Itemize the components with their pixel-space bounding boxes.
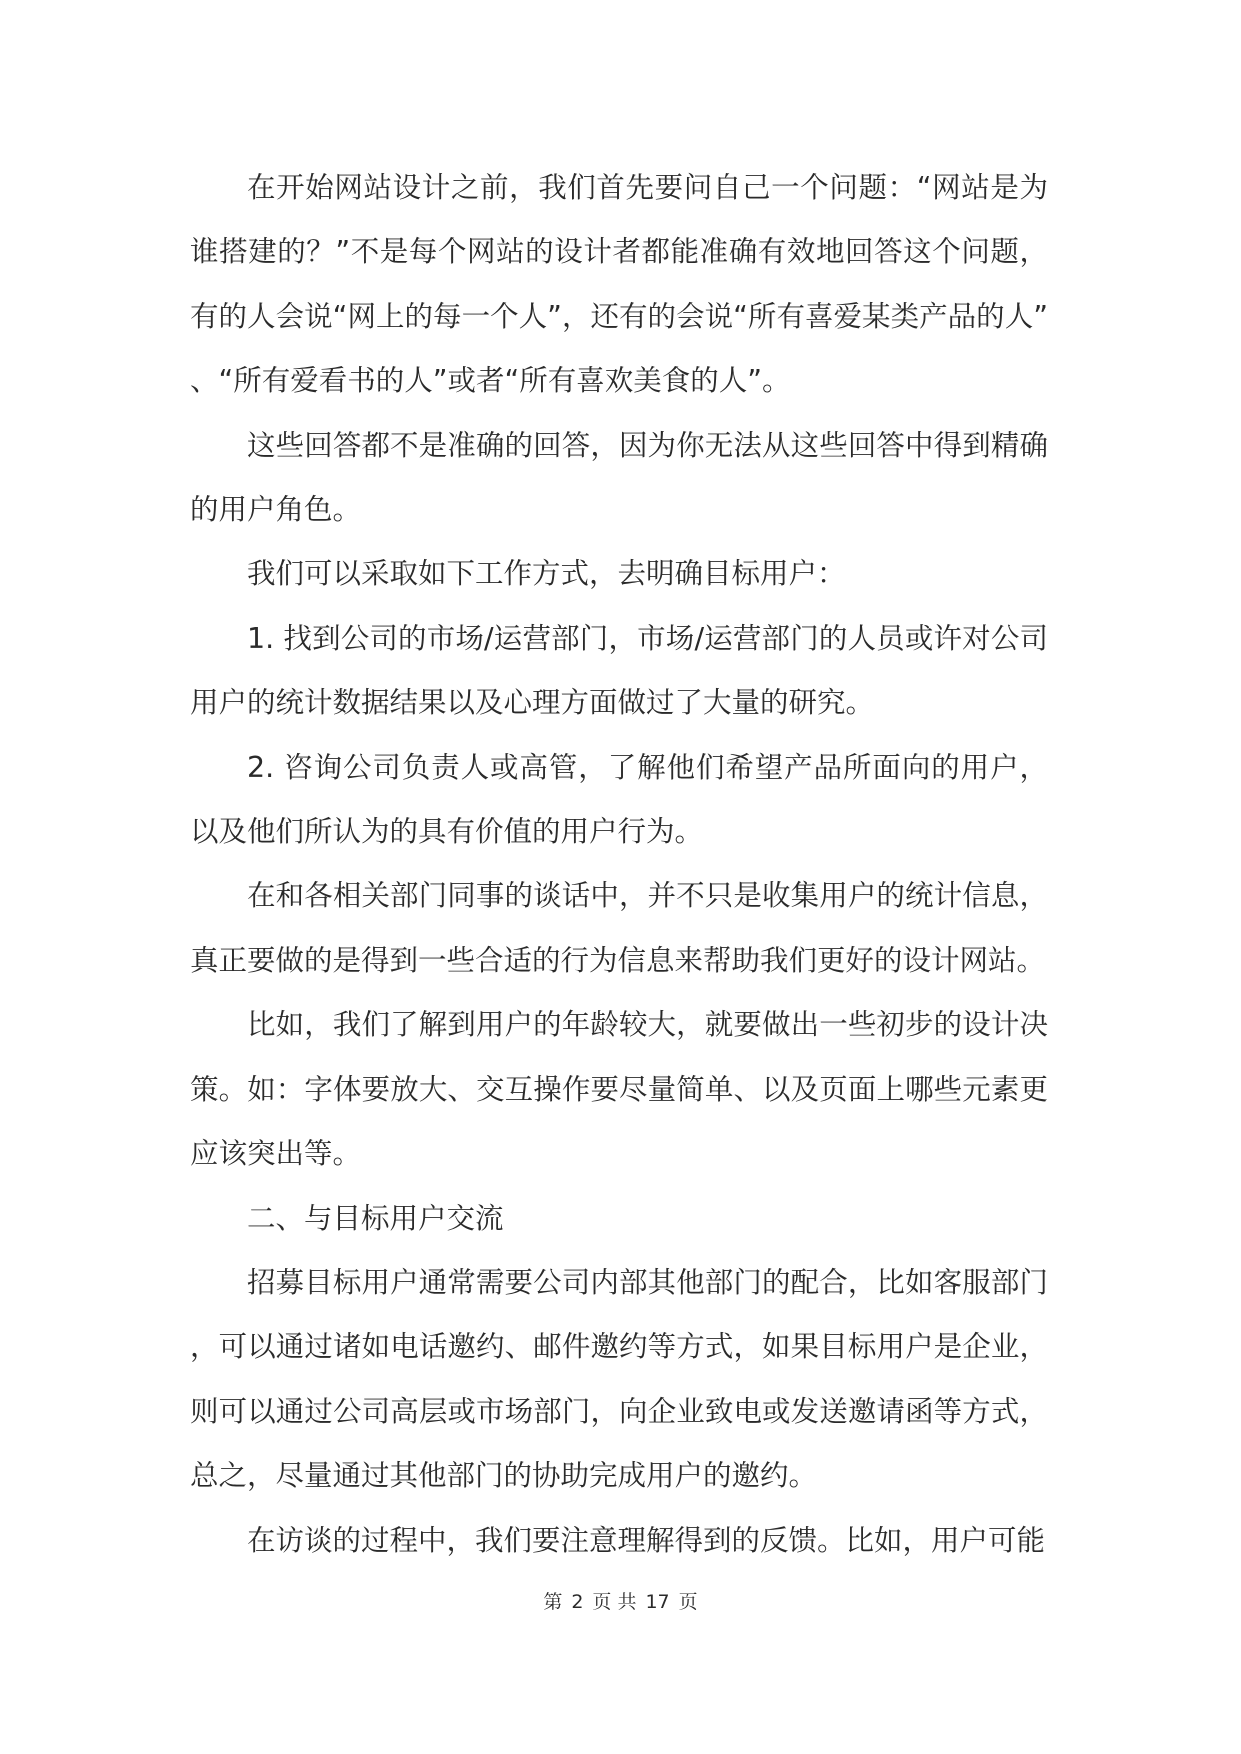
list-item-2: 2. 咨询公司负责人或高管，了解他们希望产品所面向的用户，以及他们所认为的具有价值的用户行为。 — [190, 750, 1048, 849]
paragraph-recruit-users: 招募目标用户通常需要公司内部其他部门的配合，比如客服部门，可以通过诸如电话邀约、邮件邀约等方式，如果目标用户是企业，则可以通过公司高层或市场部门，向企业致电或发送邀请函等方式，总之，尽量通过其他部门的协助完成用户的邀约。 — [190, 1265, 1048, 1493]
paragraph-interview-feedback: 在访谈的过程中，我们要注意理解得到的反馈。比如，用户可能 — [247, 1523, 1046, 1557]
total-page-count: 17 — [645, 1591, 670, 1613]
list-item-1: 1. 找到公司的市场/运营部门，市场/运营部门的人员或许对公司用户的统计数据结果以及心理方面做过了大量的研究。 — [190, 621, 1048, 720]
paragraph-colleague-talks: 在和各相关部门同事的谈话中，并不只是收集用户的统计信息，真正要做的是得到一些合适的行为信息来帮助我们更好的设计网站。 — [190, 879, 1048, 977]
paragraph-design-example: 比如，我们了解到用户的年龄较大，就要做出一些初步的设计决策。如：字体要放大、交互操作要尽量简单、以及页面上哪些元素更应该突出等。 — [190, 1008, 1048, 1171]
section-heading: 二、与目标用户交流 — [247, 1201, 504, 1235]
paragraph-intro-question: 在开始网站设计之前，我们首先要问自己一个问题：“网站是为谁搭建的？”不是每个网站的设计者都能准确有效地回答这个问题，有的人会说“网上的每一个人”，还有的会说“所有喜爱某类产品的人”、“所有爱看书的人”或者“所有喜欢美食的人”。 — [190, 171, 1048, 398]
body-text — [190, 156, 1048, 1573]
page-footer — [0, 1590, 1241, 1614]
footer-middle: 页 共 — [592, 1591, 637, 1613]
paragraph-inaccurate-answers: 这些回答都不是准确的回答，因为你无法从这些回答中得到精确的用户角色。 — [190, 428, 1048, 527]
current-page-number: 2 — [571, 1591, 584, 1613]
footer-prefix: 第 — [543, 1591, 563, 1613]
footer-suffix: 页 — [678, 1591, 698, 1613]
paragraph-working-methods: 我们可以采取如下工作方式，去明确目标用户： — [247, 557, 846, 591]
